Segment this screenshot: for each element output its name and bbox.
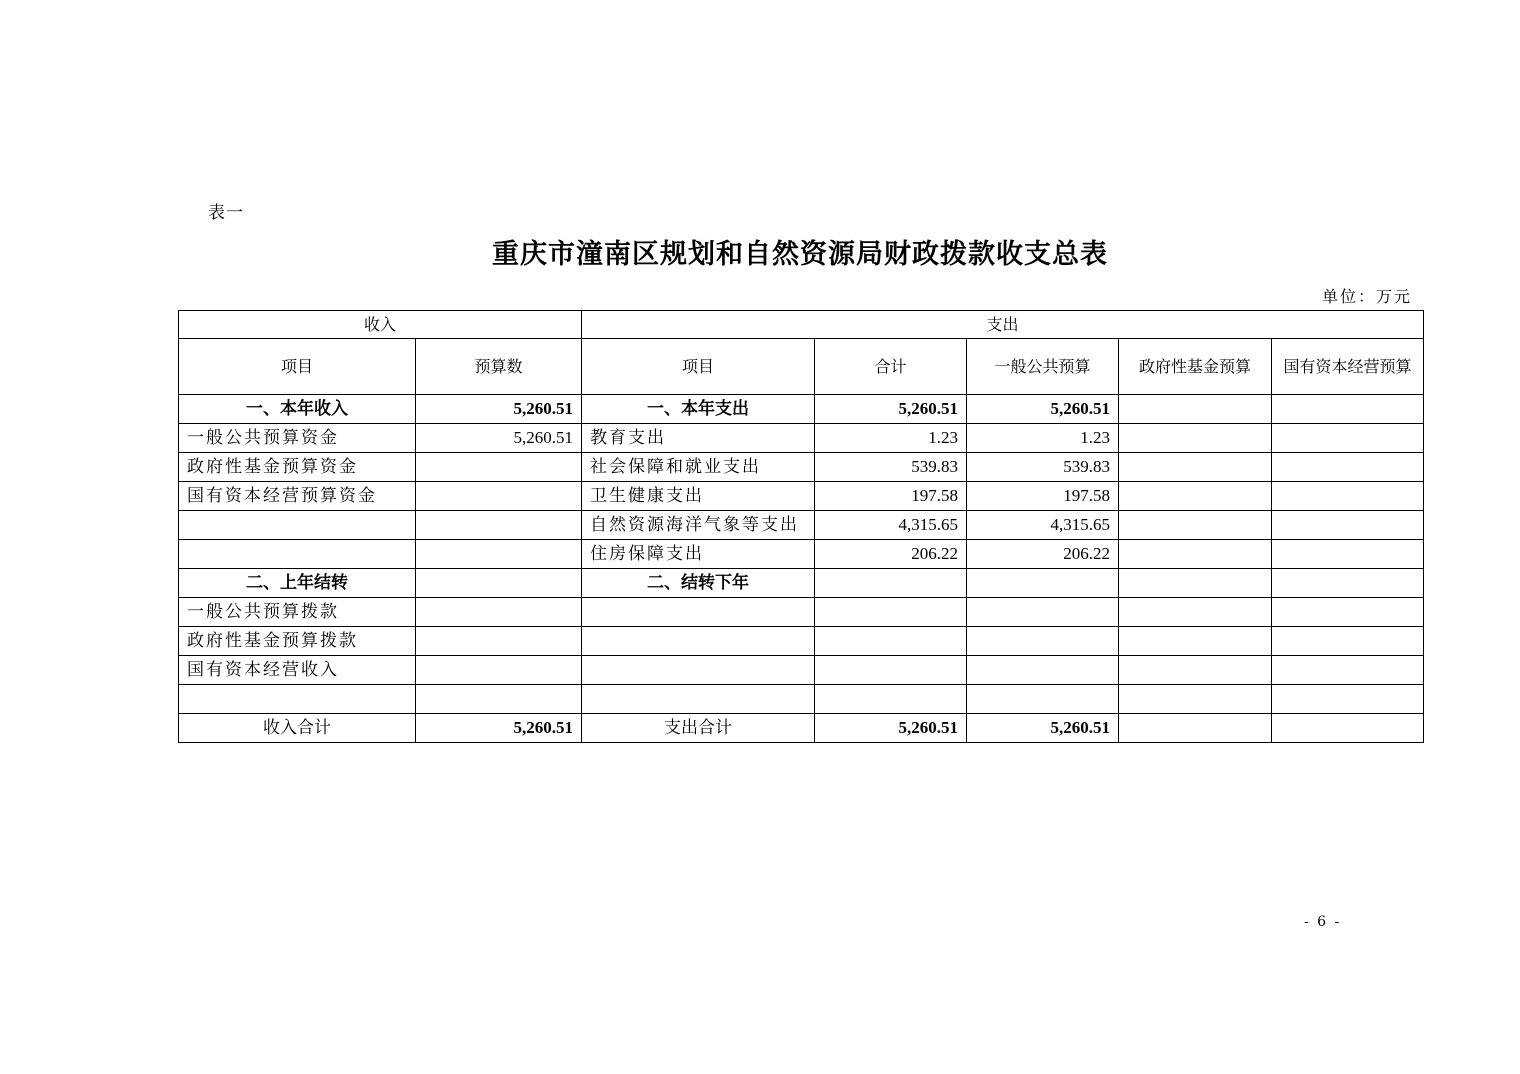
- table-row: [179, 540, 1424, 569]
- gov-fund-cell: [1119, 395, 1272, 424]
- exp-item-cell: 住房保障支出: [582, 540, 815, 569]
- gov-fund-cell: [1119, 453, 1272, 482]
- gov-fund-cell: [1119, 656, 1272, 685]
- gov-fund-cell: [1119, 685, 1272, 714]
- income-total-label: 收入合计: [179, 714, 416, 743]
- total-cell: [815, 685, 967, 714]
- total-cell: 5,260.51: [815, 714, 967, 743]
- state-capital-cell: [1272, 511, 1424, 540]
- income-amount-cell: [416, 569, 582, 598]
- table-row: [179, 714, 1424, 743]
- total-cell: 197.58: [815, 482, 967, 511]
- exp-item-cell: 社会保障和就业支出: [582, 453, 815, 482]
- general-cell: [967, 685, 1119, 714]
- col-header-budget-amount: 预算数: [416, 339, 582, 395]
- header-row-columns: [179, 339, 1424, 395]
- col-header-general-public: 一般公共预算: [967, 339, 1119, 395]
- state-capital-cell: [1272, 424, 1424, 453]
- total-cell: 206.22: [815, 540, 967, 569]
- state-capital-cell: [1272, 482, 1424, 511]
- general-cell: [967, 569, 1119, 598]
- col-header-gov-fund: 政府性基金预算: [1119, 339, 1272, 395]
- income-item-cell: 国有资本经营预算资金: [179, 482, 416, 511]
- page-number: - 6 -: [1304, 914, 1342, 930]
- total-cell: 1.23: [815, 424, 967, 453]
- state-capital-cell: [1272, 656, 1424, 685]
- general-cell: 1.23: [967, 424, 1119, 453]
- state-capital-cell: [1272, 685, 1424, 714]
- col-header-exp-item: 项目: [582, 339, 815, 395]
- total-cell: 5,260.51: [815, 395, 967, 424]
- unit-label: 单位：万元: [1321, 287, 1412, 306]
- exp-item-cell: [582, 685, 815, 714]
- income-header: 收入: [179, 311, 582, 339]
- total-cell: 4,315.65: [815, 511, 967, 540]
- income-amount-cell: [416, 598, 582, 627]
- table-label: 表一: [208, 203, 244, 223]
- general-cell: 4,315.65: [967, 511, 1119, 540]
- exp-item-cell: 教育支出: [582, 424, 815, 453]
- state-capital-cell: [1272, 627, 1424, 656]
- table-row: [179, 598, 1424, 627]
- header-row-group: [179, 311, 1424, 339]
- income-item-cell: 二、上年结转: [179, 569, 416, 598]
- general-cell: 206.22: [967, 540, 1119, 569]
- col-header-state-capital: 国有资本经营预算: [1272, 339, 1424, 395]
- income-item-cell: 一般公共预算资金: [179, 424, 416, 453]
- state-capital-cell: [1272, 540, 1424, 569]
- budget-table: [178, 310, 1424, 743]
- income-amount-cell: [416, 656, 582, 685]
- income-item-cell: [179, 511, 416, 540]
- income-item-cell: 一般公共预算拨款: [179, 598, 416, 627]
- state-capital-cell: [1272, 569, 1424, 598]
- gov-fund-cell: [1119, 482, 1272, 511]
- table-row: [179, 627, 1424, 656]
- gov-fund-cell: [1119, 598, 1272, 627]
- income-total-amount: 5,260.51: [416, 714, 582, 743]
- exp-item-cell: [582, 656, 815, 685]
- total-cell: [815, 569, 967, 598]
- income-amount-cell: [416, 482, 582, 511]
- total-cell: [815, 598, 967, 627]
- income-item-cell: 一、本年收入: [179, 395, 416, 424]
- general-cell: [967, 598, 1119, 627]
- table-row: [179, 453, 1424, 482]
- col-header-total: 合计: [815, 339, 967, 395]
- income-amount-cell: [416, 453, 582, 482]
- exp-item-cell: [582, 627, 815, 656]
- table-row: [179, 685, 1424, 714]
- exp-item-cell: 二、结转下年: [582, 569, 815, 598]
- total-cell: [815, 627, 967, 656]
- income-item-cell: 国有资本经营收入: [179, 656, 416, 685]
- income-amount-cell: [416, 685, 582, 714]
- income-amount-cell: 5,260.51: [416, 424, 582, 453]
- state-capital-cell: [1272, 714, 1424, 743]
- income-item-cell: 政府性基金预算资金: [179, 453, 416, 482]
- income-amount-cell: [416, 540, 582, 569]
- col-header-income-item: 项目: [179, 339, 416, 395]
- exp-item-cell: 自然资源海洋气象等支出: [582, 511, 815, 540]
- exp-total-label: 支出合计: [582, 714, 815, 743]
- total-cell: [815, 656, 967, 685]
- table-row: [179, 395, 1424, 424]
- gov-fund-cell: [1119, 511, 1272, 540]
- exp-item-cell: [582, 598, 815, 627]
- table-row: [179, 482, 1424, 511]
- general-cell: 5,260.51: [967, 395, 1119, 424]
- exp-item-cell: 一、本年支出: [582, 395, 815, 424]
- general-cell: 197.58: [967, 482, 1119, 511]
- table-row: [179, 511, 1424, 540]
- income-item-cell: 政府性基金预算拨款: [179, 627, 416, 656]
- income-amount-cell: [416, 627, 582, 656]
- gov-fund-cell: [1119, 627, 1272, 656]
- income-amount-cell: 5,260.51: [416, 395, 582, 424]
- table-row: [179, 569, 1424, 598]
- income-item-cell: [179, 540, 416, 569]
- table-row: [179, 424, 1424, 453]
- table-row: [179, 656, 1424, 685]
- income-amount-cell: [416, 511, 582, 540]
- general-cell: 539.83: [967, 453, 1119, 482]
- income-item-cell: [179, 685, 416, 714]
- gov-fund-cell: [1119, 540, 1272, 569]
- state-capital-cell: [1272, 395, 1424, 424]
- general-cell: [967, 656, 1119, 685]
- page-title: 重庆市潼南区规划和自然资源局财政拨款收支总表: [492, 239, 1108, 270]
- exp-item-cell: 卫生健康支出: [582, 482, 815, 511]
- general-cell: [967, 627, 1119, 656]
- general-cell: 5,260.51: [967, 714, 1119, 743]
- state-capital-cell: [1272, 598, 1424, 627]
- state-capital-cell: [1272, 453, 1424, 482]
- total-cell: 539.83: [815, 453, 967, 482]
- gov-fund-cell: [1119, 714, 1272, 743]
- gov-fund-cell: [1119, 569, 1272, 598]
- gov-fund-cell: [1119, 424, 1272, 453]
- expenditure-header: 支出: [582, 311, 1424, 339]
